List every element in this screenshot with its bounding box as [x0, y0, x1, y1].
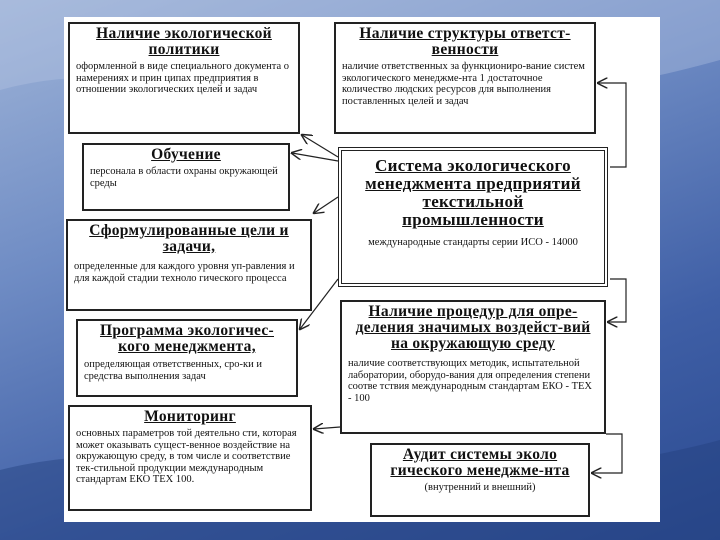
- training-title: Обучение: [151, 146, 221, 163]
- goals-title: Сформулированные цели и задачи,: [89, 222, 289, 255]
- responsibility-text: наличие ответственных за функциониро-вание систем экологического менеджме-нта 1 достаточное количество людских ресурсов для выполнения поставленных целей и задач: [342, 61, 585, 107]
- arrow-to-goals: [314, 197, 338, 213]
- eco-policy-text: оформленной в виде специального документа о намерениях и прин ципах предприятия в отношении экологических целей и задач: [76, 61, 290, 95]
- procedures-text: наличие соответствующих методик, испытательной лаборатории, оборудо-вания для определения степени соотве тствия международным стандартам ЕКО - ТЕХ - 100: [348, 358, 593, 404]
- procedures-box: [340, 300, 606, 434]
- audit-title: Аудит системы эколо гического менеджме-нта: [390, 446, 570, 479]
- goals-text: определенные для каждого уровня уп-равления и для каждой стадии техноло гического процесса: [74, 261, 295, 284]
- goals-box: [66, 219, 312, 311]
- audit-box: [370, 443, 590, 517]
- monitoring-box: [68, 405, 312, 511]
- diagram-slide: [64, 17, 660, 522]
- arrow-to-audit: [592, 434, 622, 473]
- arrow-to-eco-policy: [302, 135, 338, 157]
- program-text: определяющая ответственных, сро-ки и средства выполнения задач: [84, 359, 262, 382]
- program-title: Программа экологичес-кого менеджмента,: [99, 322, 274, 355]
- arrow-to-training: [292, 153, 338, 161]
- central-system-title: Система экологического менеджмента предприятий текстильной промышленности: [365, 156, 581, 229]
- arrow-to-procedures: [608, 279, 626, 322]
- eco-policy-box: [68, 22, 300, 134]
- procedures-title: Наличие процедур для опре-деления значимых воздейст-вий на окружающую среду: [355, 303, 591, 352]
- responsibility-title: Наличие структуры ответст-венности: [359, 25, 571, 58]
- responsibility-box: [334, 22, 596, 134]
- training-box: [82, 143, 290, 211]
- program-box: [76, 319, 298, 397]
- monitoring-text: основных параметров той деятельно сти, которая может оказывать сущест-венное воздействие на окружающую среду, в том числе и соответствие тек-стильной продукции международным стандартам ЕКО ТЕХ 100.: [76, 428, 297, 485]
- training-text: персонала в области охраны окружающей среды: [90, 166, 278, 189]
- monitoring-title: Мониторинг: [144, 408, 236, 425]
- central-system-box: [338, 147, 608, 287]
- central-system-text: международные стандарты серии ИСО - 14000: [368, 237, 578, 248]
- arrow-to-monitoring: [314, 427, 340, 429]
- eco-policy-title: Наличие экологической политики: [96, 25, 272, 58]
- audit-text: (внутренний и внешний): [424, 482, 536, 493]
